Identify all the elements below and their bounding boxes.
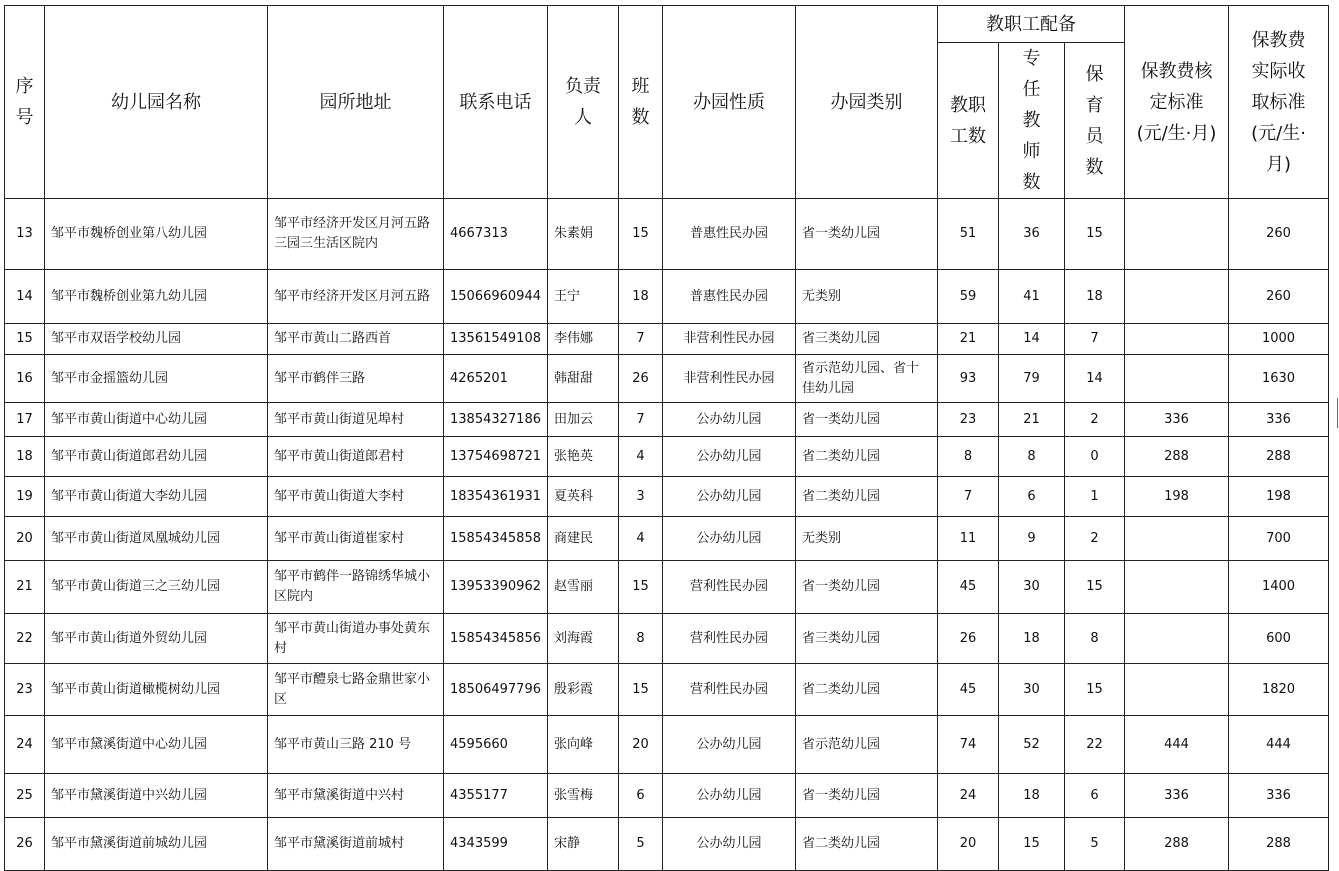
row-classes: 26 — [619, 355, 663, 403]
row-nature: 公办幼儿园 — [663, 716, 796, 774]
row-fee-standard — [1125, 270, 1229, 324]
row-nature: 普惠性民办园 — [663, 270, 796, 324]
row-staff: 45 — [938, 664, 999, 716]
row-fee-standard: 336 — [1125, 403, 1229, 437]
row-staff: 11 — [938, 517, 999, 561]
row-category: 省二类幼儿园 — [796, 437, 938, 477]
row-seq: 18 — [5, 437, 45, 477]
row-seq: 26 — [5, 818, 45, 871]
row-seq: 20 — [5, 517, 45, 561]
row-principal: 张雪梅 — [548, 774, 619, 818]
table-row — [5, 774, 1329, 818]
row-classes: 15 — [619, 664, 663, 716]
row-principal: 朱素娟 — [548, 199, 619, 270]
row-address: 邹平市黄山街道大李村 — [268, 477, 444, 517]
row-seq: 13 — [5, 199, 45, 270]
row-address: 邹平市黄山街道见埠村 — [268, 403, 444, 437]
row-address: 邹平市醴泉七路金鼎世家小区 — [268, 664, 444, 716]
row-category: 省二类幼儿园 — [796, 818, 938, 871]
row-fee-standard — [1125, 561, 1229, 614]
header-caregivers: 保育员数 — [1065, 43, 1125, 199]
table-row — [5, 403, 1329, 437]
row-principal: 殷彩霞 — [548, 664, 619, 716]
row-classes: 6 — [619, 774, 663, 818]
row-phone: 13754698721 — [444, 437, 548, 477]
row-fee-standard: 444 — [1125, 716, 1229, 774]
row-phone: 18354361931 — [444, 477, 548, 517]
row-caregivers: 5 — [1065, 818, 1125, 871]
row-staff: 45 — [938, 561, 999, 614]
row-nature: 公办幼儿园 — [663, 477, 796, 517]
row-teachers: 30 — [999, 664, 1065, 716]
row-caregivers: 7 — [1065, 324, 1125, 355]
row-fee-standard — [1125, 517, 1229, 561]
row-caregivers: 15 — [1065, 561, 1125, 614]
row-classes: 15 — [619, 199, 663, 270]
row-nature: 营利性民办园 — [663, 664, 796, 716]
table-row — [5, 517, 1329, 561]
row-seq: 22 — [5, 614, 45, 664]
row-caregivers: 6 — [1065, 774, 1125, 818]
row-seq: 16 — [5, 355, 45, 403]
row-category: 省一类幼儿园 — [796, 561, 938, 614]
row-classes: 20 — [619, 716, 663, 774]
row-name: 邹平市黄山街道外贸幼儿园 — [45, 614, 268, 664]
row-phone: 4595660 — [444, 716, 548, 774]
row-teachers: 36 — [999, 199, 1065, 270]
row-classes: 4 — [619, 437, 663, 477]
row-principal: 张向峰 — [548, 716, 619, 774]
row-staff: 74 — [938, 716, 999, 774]
row-teachers: 6 — [999, 477, 1065, 517]
row-caregivers: 1 — [1065, 477, 1125, 517]
row-phone: 4667313 — [444, 199, 548, 270]
row-category: 无类别 — [796, 517, 938, 561]
header-fee-actual: 保教费实际收取标准(元/生·月) — [1229, 6, 1329, 199]
row-fee-standard: 336 — [1125, 774, 1229, 818]
row-name: 邹平市黛溪街道中兴幼儿园 — [45, 774, 268, 818]
table-row — [5, 355, 1329, 403]
row-caregivers: 2 — [1065, 517, 1125, 561]
row-teachers: 79 — [999, 355, 1065, 403]
header-phone: 联系电话 — [444, 6, 548, 199]
row-caregivers: 22 — [1065, 716, 1125, 774]
row-seq: 14 — [5, 270, 45, 324]
row-name: 邹平市双语学校幼儿园 — [45, 324, 268, 355]
table-header — [5, 6, 1329, 199]
row-fee-actual: 336 — [1229, 774, 1329, 818]
row-staff: 59 — [938, 270, 999, 324]
row-staff: 21 — [938, 324, 999, 355]
row-teachers: 14 — [999, 324, 1065, 355]
row-address: 邹平市黄山三路 210 号 — [268, 716, 444, 774]
row-fee-standard: 288 — [1125, 818, 1229, 871]
row-caregivers: 8 — [1065, 614, 1125, 664]
row-staff: 23 — [938, 403, 999, 437]
table-row — [5, 270, 1329, 324]
header-staff-total: 教职工数 — [938, 43, 999, 199]
row-seq: 17 — [5, 403, 45, 437]
row-address: 邹平市鹤伴三路 — [268, 355, 444, 403]
row-teachers: 18 — [999, 774, 1065, 818]
row-seq: 21 — [5, 561, 45, 614]
row-staff: 20 — [938, 818, 999, 871]
row-category: 省三类幼儿园 — [796, 614, 938, 664]
row-address: 邹平市黄山街道郎君村 — [268, 437, 444, 477]
row-category: 省一类幼儿园 — [796, 403, 938, 437]
row-classes: 3 — [619, 477, 663, 517]
row-address: 邹平市鹤伴一路锦绣华城小区院内 — [268, 561, 444, 614]
row-fee-actual: 288 — [1229, 437, 1329, 477]
table-row — [5, 664, 1329, 716]
header-teachers: 专任教师数 — [999, 43, 1065, 199]
row-caregivers: 2 — [1065, 403, 1125, 437]
row-phone: 4343599 — [444, 818, 548, 871]
row-phone: 13953390962 — [444, 561, 548, 614]
row-caregivers: 14 — [1065, 355, 1125, 403]
row-name: 邹平市黄山街道大李幼儿园 — [45, 477, 268, 517]
row-fee-standard — [1125, 614, 1229, 664]
row-nature: 营利性民办园 — [663, 561, 796, 614]
row-fee-actual: 1820 — [1229, 664, 1329, 716]
row-fee-standard: 288 — [1125, 437, 1229, 477]
row-name: 邹平市魏桥创业第九幼儿园 — [45, 270, 268, 324]
row-seq: 19 — [5, 477, 45, 517]
row-staff: 26 — [938, 614, 999, 664]
row-fee-actual: 198 — [1229, 477, 1329, 517]
header-principal: 负责人 — [548, 6, 619, 199]
row-phone: 13561549108 — [444, 324, 548, 355]
row-phone: 4265201 — [444, 355, 548, 403]
row-fee-actual: 1630 — [1229, 355, 1329, 403]
row-name: 邹平市黄山街道凤凰城幼儿园 — [45, 517, 268, 561]
row-nature: 非营利性民办园 — [663, 324, 796, 355]
row-staff: 24 — [938, 774, 999, 818]
header-staff-group: 教职工配备 — [938, 6, 1125, 43]
table-row — [5, 477, 1329, 517]
header-seq: 序号 — [5, 6, 45, 199]
row-fee-actual: 336 — [1229, 403, 1329, 437]
header-classes: 班数 — [619, 6, 663, 199]
table-row — [5, 614, 1329, 664]
row-principal: 夏英科 — [548, 477, 619, 517]
row-teachers: 41 — [999, 270, 1065, 324]
row-name: 邹平市魏桥创业第八幼儿园 — [45, 199, 268, 270]
row-name: 邹平市黄山街道郎君幼儿园 — [45, 437, 268, 477]
row-fee-actual: 260 — [1229, 199, 1329, 270]
row-teachers: 30 — [999, 561, 1065, 614]
table-row — [5, 716, 1329, 774]
row-category: 无类别 — [796, 270, 938, 324]
row-principal: 宋静 — [548, 818, 619, 871]
row-classes: 5 — [619, 818, 663, 871]
row-seq: 23 — [5, 664, 45, 716]
row-name: 邹平市黄山街道三之三幼儿园 — [45, 561, 268, 614]
header-category: 办园类别 — [796, 6, 938, 199]
row-address: 邹平市黄山街道办事处黄东村 — [268, 614, 444, 664]
row-name: 邹平市黄山街道中心幼儿园 — [45, 403, 268, 437]
row-nature: 公办幼儿园 — [663, 774, 796, 818]
row-fee-actual: 288 — [1229, 818, 1329, 871]
row-address: 邹平市经济开发区月河五路三园三生活区院内 — [268, 199, 444, 270]
row-seq: 25 — [5, 774, 45, 818]
row-nature: 营利性民办园 — [663, 614, 796, 664]
row-principal: 赵雪丽 — [548, 561, 619, 614]
header-nature: 办园性质 — [663, 6, 796, 199]
row-phone: 15854345856 — [444, 614, 548, 664]
row-staff: 7 — [938, 477, 999, 517]
row-name: 邹平市黛溪街道前城幼儿园 — [45, 818, 268, 871]
row-teachers: 52 — [999, 716, 1065, 774]
header-address: 园所地址 — [268, 6, 444, 199]
row-teachers: 9 — [999, 517, 1065, 561]
row-category: 省一类幼儿园 — [796, 199, 938, 270]
table-row — [5, 324, 1329, 355]
row-fee-standard — [1125, 355, 1229, 403]
table-body — [5, 199, 1329, 871]
row-principal: 张艳英 — [548, 437, 619, 477]
row-phone: 4355177 — [444, 774, 548, 818]
resize-handle[interactable] — [1332, 398, 1338, 428]
kindergarten-table — [4, 5, 1329, 871]
row-staff: 51 — [938, 199, 999, 270]
row-category: 省示范幼儿园、省十佳幼儿园 — [796, 355, 938, 403]
row-category: 省示范幼儿园 — [796, 716, 938, 774]
row-address: 邹平市黛溪街道中兴村 — [268, 774, 444, 818]
row-classes: 7 — [619, 324, 663, 355]
header-fee-standard: 保教费核定标准(元/生·月) — [1125, 6, 1229, 199]
row-principal: 王宁 — [548, 270, 619, 324]
row-principal: 田加云 — [548, 403, 619, 437]
table-row — [5, 199, 1329, 270]
row-teachers: 21 — [999, 403, 1065, 437]
row-classes: 18 — [619, 270, 663, 324]
row-nature: 公办幼儿园 — [663, 403, 796, 437]
row-teachers: 15 — [999, 818, 1065, 871]
row-fee-actual: 1000 — [1229, 324, 1329, 355]
row-caregivers: 15 — [1065, 199, 1125, 270]
row-fee-standard — [1125, 199, 1229, 270]
row-principal: 商建民 — [548, 517, 619, 561]
row-classes: 7 — [619, 403, 663, 437]
row-caregivers: 18 — [1065, 270, 1125, 324]
row-address: 邹平市黄山二路西首 — [268, 324, 444, 355]
row-principal: 刘海霞 — [548, 614, 619, 664]
table-row — [5, 561, 1329, 614]
row-phone: 13854327186 — [444, 403, 548, 437]
row-address: 邹平市黄山街道崔家村 — [268, 517, 444, 561]
row-fee-standard: 198 — [1125, 477, 1229, 517]
header-name: 幼儿园名称 — [45, 6, 268, 199]
row-category: 省一类幼儿园 — [796, 774, 938, 818]
row-fee-actual: 444 — [1229, 716, 1329, 774]
row-name: 邹平市金摇篮幼儿园 — [45, 355, 268, 403]
row-nature: 公办幼儿园 — [663, 437, 796, 477]
row-address: 邹平市经济开发区月河五路 — [268, 270, 444, 324]
row-fee-standard — [1125, 664, 1229, 716]
row-name: 邹平市黛溪街道中心幼儿园 — [45, 716, 268, 774]
table-row — [5, 818, 1329, 871]
row-teachers: 18 — [999, 614, 1065, 664]
row-caregivers: 15 — [1065, 664, 1125, 716]
row-address: 邹平市黛溪街道前城村 — [268, 818, 444, 871]
row-staff: 93 — [938, 355, 999, 403]
row-category: 省二类幼儿园 — [796, 664, 938, 716]
row-fee-standard — [1125, 324, 1229, 355]
row-seq: 15 — [5, 324, 45, 355]
row-nature: 普惠性民办园 — [663, 199, 796, 270]
row-fee-actual: 600 — [1229, 614, 1329, 664]
row-nature: 公办幼儿园 — [663, 517, 796, 561]
row-category: 省二类幼儿园 — [796, 477, 938, 517]
row-principal: 李伟娜 — [548, 324, 619, 355]
row-classes: 8 — [619, 614, 663, 664]
row-caregivers: 0 — [1065, 437, 1125, 477]
row-staff: 8 — [938, 437, 999, 477]
row-nature: 非营利性民办园 — [663, 355, 796, 403]
row-classes: 15 — [619, 561, 663, 614]
row-teachers: 8 — [999, 437, 1065, 477]
row-fee-actual: 1400 — [1229, 561, 1329, 614]
row-nature: 公办幼儿园 — [663, 818, 796, 871]
row-phone: 15854345858 — [444, 517, 548, 561]
row-classes: 4 — [619, 517, 663, 561]
row-category: 省三类幼儿园 — [796, 324, 938, 355]
row-fee-actual: 260 — [1229, 270, 1329, 324]
row-seq: 24 — [5, 716, 45, 774]
row-phone: 18506497796 — [444, 664, 548, 716]
row-phone: 15066960944 — [444, 270, 548, 324]
table-row — [5, 437, 1329, 477]
row-fee-actual: 700 — [1229, 517, 1329, 561]
row-name: 邹平市黄山街道橄榄树幼儿园 — [45, 664, 268, 716]
row-principal: 韩甜甜 — [548, 355, 619, 403]
